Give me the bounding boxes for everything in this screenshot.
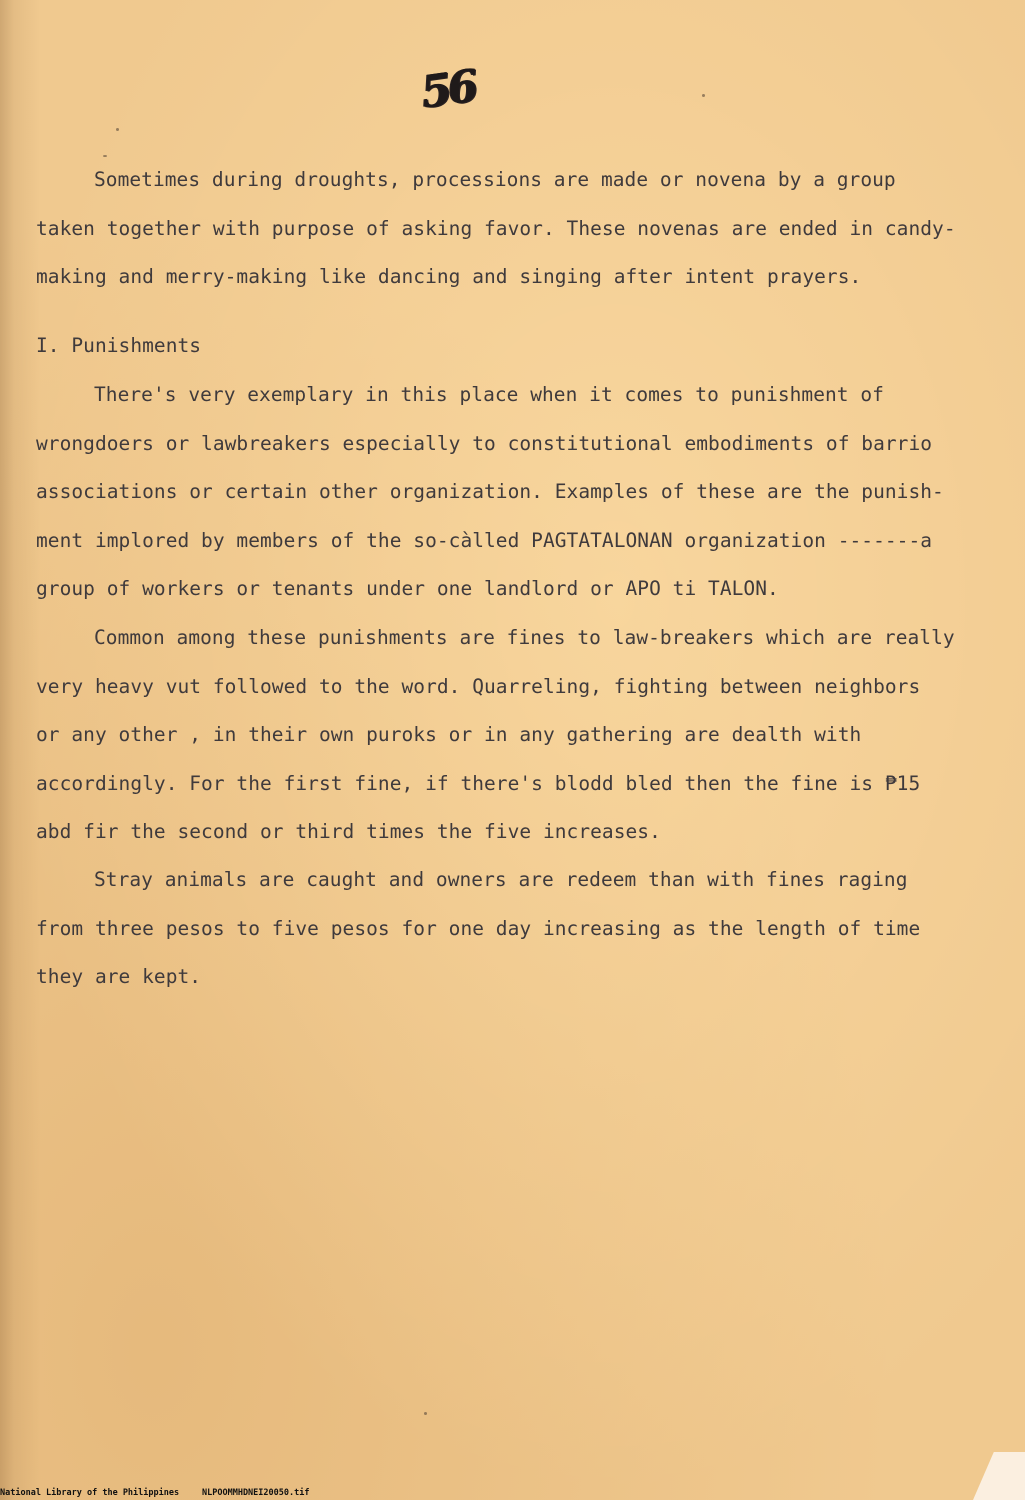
speck <box>116 128 119 131</box>
heading-text: I. Punishments <box>36 334 202 357</box>
paragraph-exemplary <box>36 371 996 614</box>
text-line: very heavy vut followed to the word. Quarreling, fighting between neighbors <box>36 674 921 698</box>
speck <box>424 1412 427 1415</box>
page-number: 56 <box>418 60 478 119</box>
text-line: they are kept. <box>36 965 202 988</box>
speck <box>702 94 705 97</box>
text-line: ment implored by members of the so-càlled PAGTATALONAN organization -------a <box>36 528 933 552</box>
text-line: abd fir the second or third times the five increases. <box>36 820 661 843</box>
text-line: group of workers or tenants under one landlord or APO ti TALON. <box>36 577 779 600</box>
text-line: There's very exemplary in this place when it comes to punishment of <box>94 383 884 406</box>
section-heading-punishments <box>36 322 996 371</box>
footer-bar <box>0 1487 1025 1500</box>
text-line: Stray animals are caught and owners are redeem than with fines raging <box>94 868 908 891</box>
text-line: or any other , in their own puroks or in any gathering are dealth with <box>36 723 862 746</box>
paragraph-fines <box>36 614 996 857</box>
footer-source-label: National Library of the Philippines <box>0 1488 180 1498</box>
text-line: making and merry-making like dancing and singing after intent prayers. <box>36 265 862 288</box>
paragraph-droughts <box>36 156 996 302</box>
text-line: associations or certain other organization. Examples of these are the punish- <box>36 480 944 503</box>
text-line: accordingly. For the first fine, if there's blodd bled then the fine is ₱15 <box>36 771 921 795</box>
text-line: Common among these punishments are fines to law-breakers which are really <box>94 626 955 649</box>
paragraph-stray-animals <box>36 856 996 1002</box>
text-line: Sometimes during droughts, processions are made or novena by a group <box>94 168 896 191</box>
text-line: wrongdoers or lawbreakers especially to constitutional embodiments of barrio <box>36 431 933 455</box>
text-line: taken together with purpose of asking favor. These novenas are ended in candy- <box>36 216 956 240</box>
text-line: from three pesos to five pesos for one day increasing as the length of time <box>36 916 921 940</box>
footer-filename-label: NLPOOMMHDNEI20050.tif <box>202 1488 310 1498</box>
